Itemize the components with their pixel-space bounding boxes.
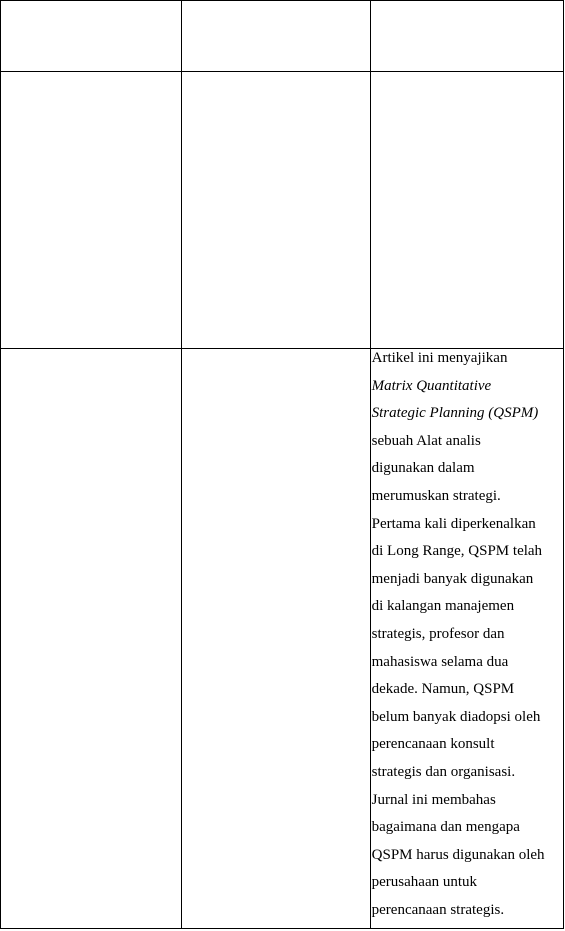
abstract-line: bagaimana dan mengapa — [371, 819, 520, 836]
abstract-line: sebuah Alat analis — [371, 432, 481, 449]
table-cell — [182, 1, 370, 72]
abstract-line: digunakan dalam — [371, 460, 475, 477]
table-cell — [370, 72, 563, 349]
abstract-line: merumuskan strategi. — [371, 487, 501, 504]
abstract-line: dekade. Namun, QSPM — [371, 681, 515, 698]
abstract-line: Artikel ini menyajikan — [371, 350, 508, 366]
abstract-line: perencanaan strategis. — [371, 901, 505, 918]
abstract-line: perusahaan untuk — [371, 874, 478, 891]
abstract-line: strategis dan organisasi. — [371, 763, 516, 780]
table-cell — [1, 72, 182, 349]
abstract-line: Jurnal ini membahas — [371, 791, 496, 808]
table-cell — [182, 349, 370, 929]
table-cell — [370, 1, 563, 72]
abstract-text — [371, 345, 563, 924]
abstract-line: menjadi banyak digunakan — [371, 570, 534, 587]
table-row — [1, 72, 564, 349]
abstract-line: di Long Range, QSPM telah — [371, 543, 543, 560]
table-cell — [1, 349, 182, 929]
table-cell — [182, 72, 370, 349]
table-cell — [1, 1, 182, 72]
abstract-line: perencanaan konsult — [371, 736, 495, 753]
abstract-line: strategis, profesor dan — [371, 625, 505, 642]
abstract-cell — [370, 349, 563, 929]
table-row — [1, 1, 564, 72]
abstract-line: Strategic Planning (QSPM) — [371, 405, 539, 422]
abstract-line: QSPM harus digunakan oleh — [371, 846, 545, 863]
abstract-line: Pertama kali diperkenalkan — [371, 515, 536, 532]
abstract-line: Matrix Quantitative — [371, 377, 492, 394]
abstract-line: belum banyak diadopsi oleh — [371, 708, 541, 725]
abstract-line: di kalangan manajemen — [371, 598, 515, 615]
table-row — [1, 349, 564, 929]
abstract-line: mahasiswa selama dua — [371, 653, 509, 670]
